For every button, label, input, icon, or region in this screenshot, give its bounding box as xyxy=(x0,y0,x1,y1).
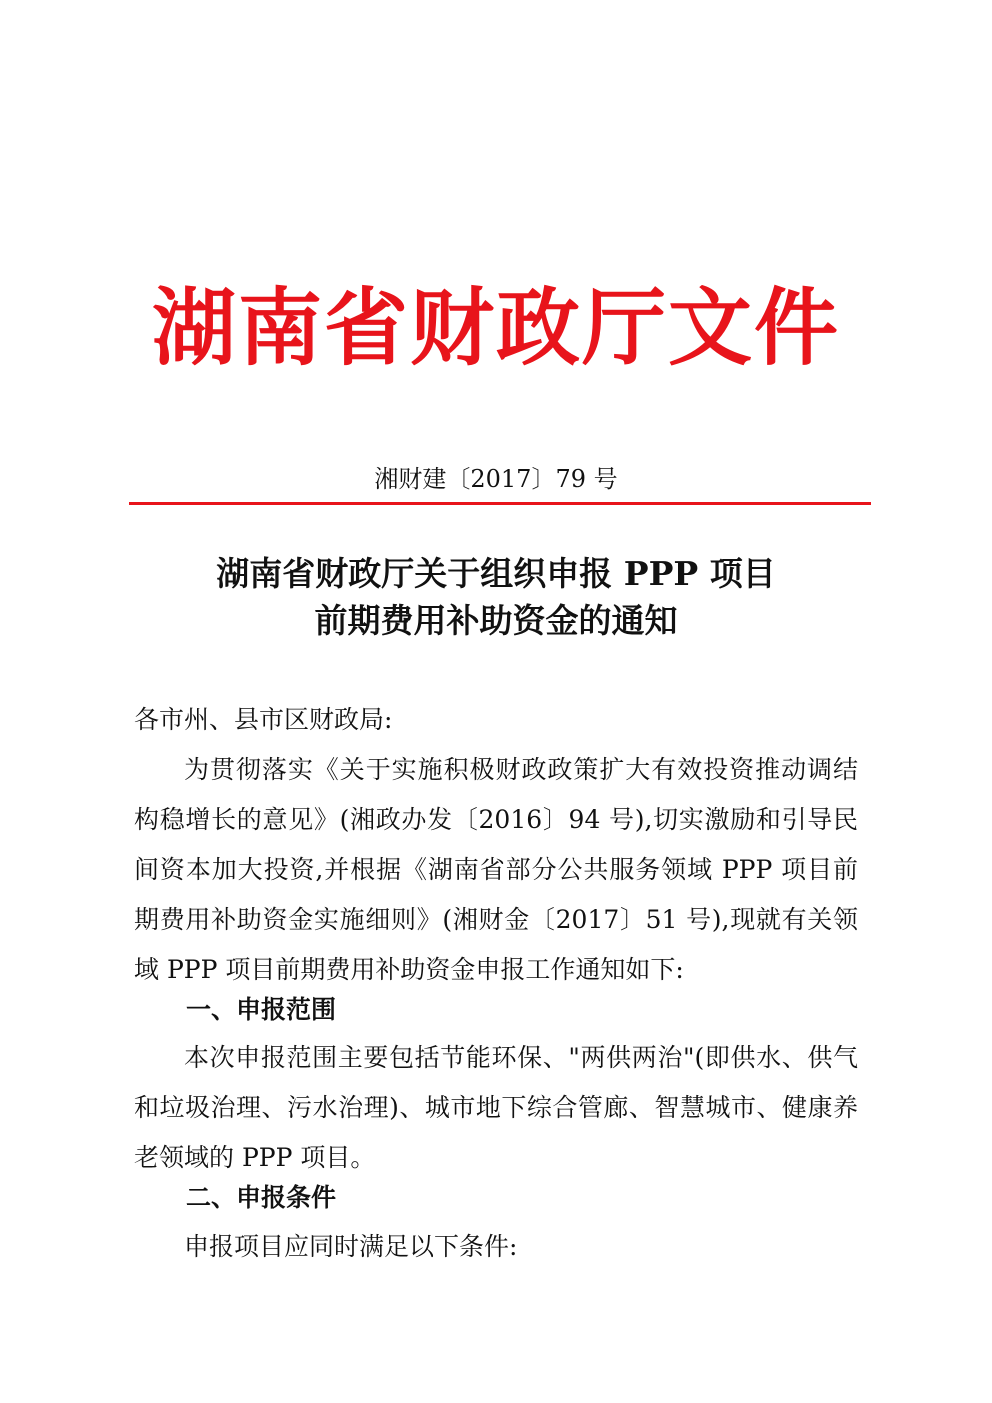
notice-title xyxy=(0,550,992,644)
masthead-title: 湖南省财政厅文件 xyxy=(151,278,840,377)
section-heading-conditions: 二、申报条件 xyxy=(186,1183,337,1212)
conditions-paragraph: 申报项目应同时满足以下条件: xyxy=(184,1232,518,1261)
intro-paragraph: 为贯彻落实《关于实施积极财政政策扩大有效投资推动调结构稳增长的意见》(湘政办发〔2016〕94 号),切实激励和引导民间资本加大投资,并根据《湖南省部分公共服务领域 PPP 项目前期费用补助资金实施细则》(湘财金〔2017〕51 号),现就有关领域 PPP 项目前期费用补助资金申报工作通知如下: xyxy=(134,755,858,984)
document-number: 湘财建〔2017〕79 号 xyxy=(374,465,618,493)
red-divider-line xyxy=(129,502,871,505)
section-heading-scope: 一、申报范围 xyxy=(186,995,337,1024)
notice-title-line-1: 湖南省财政厅关于组织申报 PPP 项目 xyxy=(216,554,776,593)
notice-title-line-2: 前期费用补助资金的通知 xyxy=(314,601,678,640)
scope-paragraph: 本次申报范围主要包括节能环保、"两供两治"(即供水、供气和垃圾治理、污水治理)、城市地下综合管廊、智慧城市、健康养老领域的 PPP 项目。 xyxy=(134,1043,858,1172)
salutation: 各市州、县市区财政局: xyxy=(134,705,393,734)
